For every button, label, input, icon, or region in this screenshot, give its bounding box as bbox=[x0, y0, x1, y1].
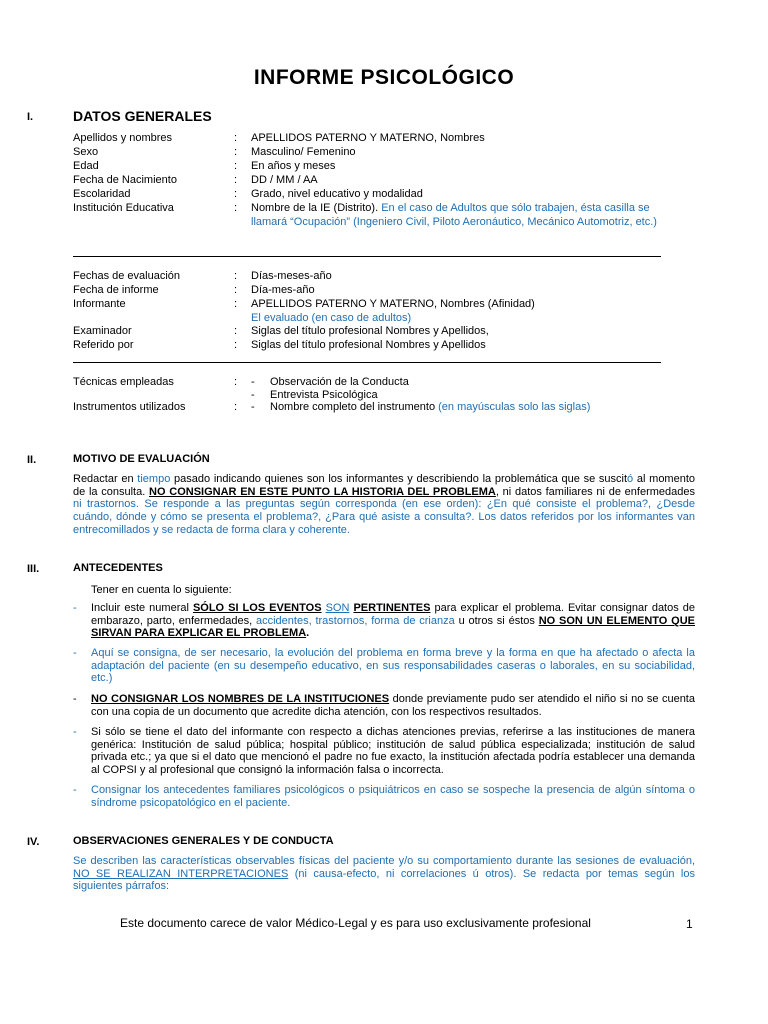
field-row bbox=[73, 297, 673, 311]
field-colon: : bbox=[234, 160, 238, 172]
field-colon: : bbox=[234, 270, 238, 282]
text-run: . bbox=[306, 627, 310, 640]
emphasis-text: NO CONSIGNAR LOS NOMBRES DE LA INSTITUCIONES bbox=[91, 693, 390, 705]
divider bbox=[73, 256, 661, 257]
field-label: Fechas de evaluación bbox=[73, 270, 181, 282]
field-value-multiline bbox=[251, 201, 671, 229]
text-run: u otros si éstos bbox=[454, 614, 539, 627]
field-value bbox=[270, 400, 690, 414]
field-row bbox=[73, 375, 673, 389]
field-label: Instrumentos utilizados bbox=[73, 401, 186, 413]
section-4-number: IV. bbox=[27, 836, 40, 848]
field-colon: : bbox=[234, 376, 238, 388]
footer-disclaimer: Este documento carece de valor Médico-Legal y es para uso exclusivamente profesional bbox=[120, 916, 591, 930]
field-value: APELLIDOS PATERNO Y MATERNO, Nombres bbox=[251, 132, 485, 144]
field-value: En años y meses bbox=[251, 160, 336, 172]
text-run: para explicar el problema. Evitar consignar datos de embarazo, parto, enfermedades, bbox=[91, 602, 695, 627]
text-run: tiempo bbox=[137, 473, 171, 485]
field-label: Fecha de Nacimiento bbox=[73, 174, 177, 186]
field-note: (en mayúsculas solo las siglas) bbox=[435, 401, 591, 413]
field-value: Día-mes-año bbox=[251, 284, 315, 296]
field-row bbox=[73, 324, 673, 338]
field-colon: : bbox=[234, 284, 238, 296]
list-item-text bbox=[91, 602, 695, 640]
list-dash: - bbox=[73, 602, 77, 614]
list-dash: - bbox=[251, 376, 255, 388]
field-row bbox=[73, 338, 673, 352]
text-run: ó bbox=[627, 473, 634, 485]
section-2-number: II. bbox=[27, 454, 37, 466]
text-run: donde previamente pudo ser atendido el niño si no se cuenta con una copia de un documento que acredite dicha atención, con los respectivos resultados. bbox=[91, 693, 695, 718]
field-colon: : bbox=[234, 202, 238, 214]
section-3-number: III. bbox=[27, 563, 40, 575]
text-run: Incluir este numeral bbox=[91, 602, 193, 614]
field-label: Técnicas empleadas bbox=[73, 376, 174, 388]
field-row bbox=[73, 187, 673, 201]
page-number: 1 bbox=[686, 917, 693, 931]
list-item-text: Si sólo se tiene el dato del informante con respecto a dichas atenciones previas, referirse a las instituciones de manera genérica: Institución de salud pública; hospital público; institución de salud pública especializada; institución de salud privada etc.; ya que si el dato que mencionó el padre no fue exacto, la institución afectada podría establecer una demanda al COPSI y al profesional que consignó la información falsa o incorrecta. bbox=[91, 726, 695, 777]
emphasis-text: NO CONSIGNAR EN ESTE PUNTO LA HISTORIA DEL PROBLEMA bbox=[149, 485, 496, 498]
field-label: Fecha de informe bbox=[73, 284, 159, 296]
field-colon: : bbox=[234, 188, 238, 200]
field-label: Escolaridad bbox=[73, 188, 131, 200]
field-colon: : bbox=[234, 325, 238, 337]
field-label: Examinador bbox=[73, 325, 132, 337]
list-item-text: Consignar los antecedentes familiares psicológicos o psiquiátricos en caso se sospeche la presencia de algún síntoma o síndrome psicopatológico en el paciente. bbox=[91, 784, 695, 809]
section-2-paragraph bbox=[73, 473, 695, 537]
field-row bbox=[73, 131, 673, 145]
field-colon: : bbox=[234, 298, 238, 310]
field-label: Institución Educativa bbox=[73, 202, 174, 214]
field-row bbox=[73, 269, 673, 283]
text-run: ni trastornos. Se responde a las preguntas según corresponda (en ese orden): ¿En qué consiste el problema?, ¿Desde cuándo, dónde y cómo se presenta el problema?, ¿Para qué asiste a consulta?. Los datos referidos por los informantes van entrecomillados y se redacta de forma clara y coherente. bbox=[73, 498, 695, 536]
list-dash: - bbox=[73, 647, 77, 659]
field-label: Edad bbox=[73, 160, 99, 172]
list-item-text: Aquí se consigna, de ser necesario, la evolución del problema en forma breve y la forma en que ha afectado o afecta la adaptación del paciente (en su desempeño educativo, en sus responsabilidades caseras o laborales, en su sociabilidad, etc.) bbox=[91, 647, 695, 685]
field-value: Siglas del título profesional Nombres y Apellidos, bbox=[251, 325, 489, 337]
field-label: Sexo bbox=[73, 146, 99, 158]
text-run: , ni datos familiares ni de enfermedades bbox=[495, 485, 696, 498]
list-dash: - bbox=[73, 784, 77, 796]
section-3-intro: Tener en cuenta lo siguiente: bbox=[91, 584, 232, 596]
field-value: APELLIDOS PATERNO Y MATERNO, Nombres (Afinidad) bbox=[251, 298, 535, 310]
field-value: Observación de la Conducta bbox=[270, 376, 409, 388]
field-value: Días-meses-año bbox=[251, 270, 332, 282]
text-run: Redactar en bbox=[73, 473, 138, 485]
instrument-name: Nombre completo del instrumento bbox=[270, 401, 436, 413]
text-run: pasado indicando quienes son los informantes y describiendo la problemática que se suscit bbox=[170, 473, 628, 485]
field-label: Apellidos y nombres bbox=[73, 132, 173, 144]
field-note: El evaluado (en caso de adultos) bbox=[251, 312, 412, 324]
field-value: Masculino/ Femenino bbox=[251, 146, 356, 158]
field-colon: : bbox=[234, 146, 238, 158]
field-row bbox=[73, 159, 673, 173]
document-title: INFORME PSICOLÓGICO bbox=[253, 66, 515, 89]
field-value: Entrevista Psicológica bbox=[270, 389, 378, 401]
field-colon: : bbox=[234, 339, 238, 351]
section-3-title: ANTECEDENTES bbox=[73, 562, 163, 574]
field-row bbox=[73, 283, 673, 297]
list-dash: - bbox=[251, 401, 255, 413]
field-colon: : bbox=[234, 174, 238, 186]
emphasis-text: SÓLO SI LOS EVENTOS bbox=[192, 602, 322, 614]
list-dash: - bbox=[73, 726, 77, 738]
field-label: Referido por bbox=[73, 339, 134, 351]
field-row bbox=[73, 400, 673, 414]
section-1-number: I. bbox=[27, 111, 34, 123]
field-value: DD / MM / AA bbox=[251, 174, 318, 186]
text-run: Se describen las características observables físicas del paciente y/o su comportamiento durante las sesiones de evaluación, bbox=[73, 855, 695, 867]
section-4-title: OBSERVACIONES GENERALES Y DE CONDUCTA bbox=[73, 835, 334, 847]
field-note: En el caso de Adultos que sólo trabajen, ésta casilla se llamará “Ocupación” (Ingeniero Civil, Piloto Aeronáutico, Mecánico Automotriz, etc.) bbox=[251, 202, 657, 228]
text-run: SON bbox=[325, 602, 350, 614]
field-value: Grado, nivel educativo y modalidad bbox=[251, 188, 423, 200]
section-4-paragraph bbox=[73, 855, 695, 893]
list-item-text bbox=[91, 693, 695, 718]
list-dash: - bbox=[251, 389, 255, 401]
list-dash: - bbox=[73, 693, 77, 705]
emphasis-text: NO SE REALIZAN INTERPRETACIONES bbox=[73, 867, 289, 880]
section-2-title: MOTIVO DE EVALUACIÓN bbox=[73, 453, 210, 465]
field-label: Informante bbox=[73, 298, 126, 310]
field-row bbox=[73, 173, 673, 187]
text-run: accidentes, trastornos, forma de crianza bbox=[255, 614, 455, 627]
text-run: al momento de la consulta. bbox=[73, 473, 696, 498]
field-value: Nombre de la IE (Distrito). bbox=[251, 202, 379, 214]
divider bbox=[73, 362, 661, 363]
field-colon: : bbox=[234, 401, 238, 413]
emphasis-text: NO SON UN ELEMENTO QUE SIRVAN PARA EXPLICAR EL PROBLEMA bbox=[91, 614, 696, 640]
field-value: Siglas del título profesional Nombres y Apellidos bbox=[251, 339, 486, 351]
emphasis-text: PERTINENTES bbox=[353, 602, 431, 614]
field-colon: : bbox=[234, 132, 238, 144]
text-run: (ni causa-efecto, ni correlaciones ú otros). Se redacta por temas según los siguientes párrafos: bbox=[73, 867, 695, 893]
field-row bbox=[73, 145, 673, 159]
section-1-title: DATOS GENERALES bbox=[73, 108, 212, 124]
